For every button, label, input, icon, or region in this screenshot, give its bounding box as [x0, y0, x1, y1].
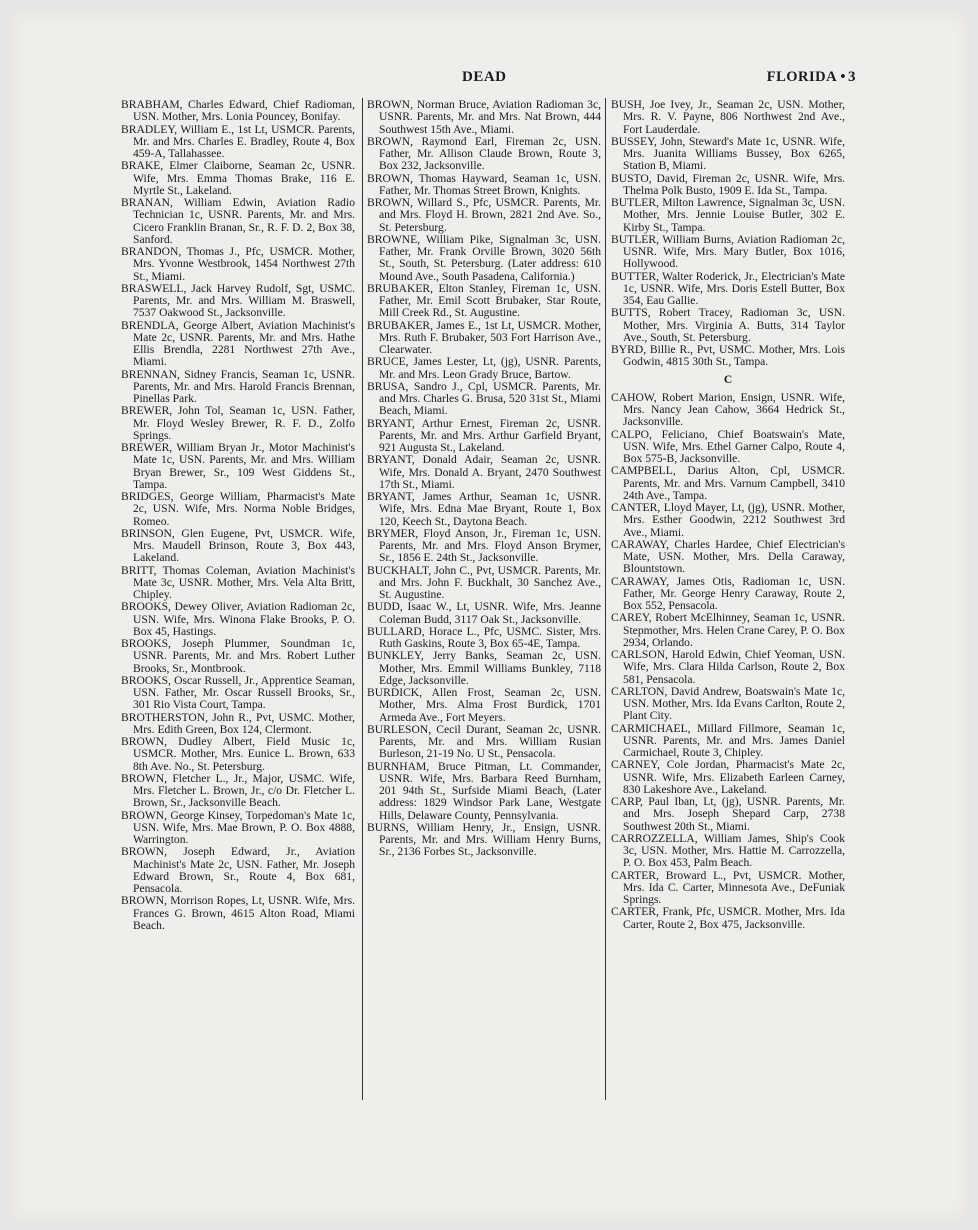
list-item: BRYMER, Floyd Anson, Jr., Fireman 1c, USN. Parents, Mr. and Mrs. Floyd Anson Brymer, Sr., 1856 E. 24th St., Jacksonville. — [367, 526, 601, 565]
list-item: CAREY, Robert McElhinney, Seaman 1c, USNR. Stepmother, Mrs. Helen Crane Carey, P. O. Box 2934, Orlando. — [611, 611, 845, 649]
column-3 — [611, 99, 845, 931]
list-item: BROWN, Dudley Albert, Field Music 1c, USMCR. Mother, Mrs. Eunice L. Brown, 633 8th Ave. No., St. Petersburg. — [121, 735, 355, 773]
list-item: BROWN, Thomas Hayward, Seaman 1c, USN. Father, Mr. Thomas Street Brown, Knights. — [367, 171, 601, 197]
list-item: BURNS, William Henry, Jr., Ensign, USNR. Parents, Mr. and Mrs. William Henry Burns, Sr., 2136 Forbes St., Jacksonville. — [367, 820, 601, 859]
section-letter: C — [723, 372, 733, 386]
list-item: BROTHERSTON, John R., Pvt, USMC. Mother, Mrs. Edith Green, Box 124, Clermont. — [121, 710, 355, 736]
list-item: BREWER, John Tol, Seaman 1c, USN. Father, Mr. Floyd Wesley Brewer, R. F. D., Zolfo Springs. — [121, 404, 355, 442]
list-item: BRYANT, Arthur Ernest, Fireman 2c, USNR. Parents, Mr. and Mrs. Arthur Garfield Bryant, 921 Augusta St., Lakeland. — [367, 416, 601, 454]
list-item: BROWN, Norman Bruce, Aviation Radioman 3c, USNR. Parents, Mr. and Mrs. Nat Brown, 444 Southwest 15th Ave., Miami. — [367, 98, 601, 136]
list-item: BYRD, Billie R., Pvt, USMC. Mother, Mrs. Lois Godwin, 4815 30th St., Tampa. — [611, 343, 845, 369]
column-2 — [367, 99, 601, 859]
page-header — [0, 69, 978, 91]
list-item: CALPO, Feliciano, Chief Boatswain's Mate, USN. Wife, Mrs. Ethel Garner Calpo, Route 4, Box 575-B, Jacksonville. — [611, 427, 845, 465]
list-item: BUDD, Isaac W., Lt, USNR. Wife, Mrs. Jeanne Coleman Budd, 3117 Oak St., Jacksonville. — [367, 600, 601, 626]
list-item: BUSSEY, John, Steward's Mate 1c, USNR. Wife, Mrs. Juanita Williams Bussey, Box 6265, Station B, Miami. — [611, 134, 845, 173]
list-item: BRITT, Thomas Coleman, Aviation Machinist's Mate 3c, USNR. Mother, Mrs. Vela Alta Britt, Chipley. — [121, 563, 355, 601]
list-item: CAMPBELL, Darius Alton, Cpl, USMCR. Parents, Mr. and Mrs. Varnum Campbell, 3410 24th Ave., Tampa. — [611, 464, 845, 502]
list-item: BRAKE, Elmer Claiborne, Seaman 2c, USNR. Wife, Mrs. Emma Thomas Brake, 116 E. Myrtle St., Lakeland. — [121, 159, 355, 197]
list-item: BULLARD, Horace L., Pfc, USMC. Sister, Mrs. Ruth Gaskins, Route 3, Box 65-4E, Tampa. — [367, 624, 601, 650]
list-item: CANTER, Lloyd Mayer, Lt, (jg), USNR. Mother, Mrs. Esther Goodwin, 2212 Southwest 3rd Ave., Miami. — [611, 501, 845, 539]
list-item: BRASWELL, Jack Harvey Rudolf, Sgt, USMC. Parents, Mr. and Mrs. William M. Braswell, 7537 Oakwood St., Jacksonville. — [121, 281, 355, 320]
column-1 — [121, 99, 355, 932]
list-item: BUTLER, Milton Lawrence, Signalman 3c, USN. Mother, Mrs. Jennie Louise Butler, 302 E. Kirby St., Tampa. — [611, 196, 845, 234]
list-item: BROWN, George Kinsey, Torpedoman's Mate 1c, USN. Wife, Mrs. Mae Brown, P. O. Box 4888, Warrington. — [121, 808, 355, 846]
list-item: BROOKS, Oscar Russell, Jr., Apprentice Seaman, USN. Father, Mr. Oscar Russell Brooks, Sr., 301 Rio Vista Court, Tampa. — [121, 673, 355, 712]
list-item: BUSH, Joe Ivey, Jr., Seaman 2c, USN. Mother, Mrs. R. V. Payne, 806 Northwest 2nd Ave., Fort Lauderdale. — [611, 98, 845, 136]
list-item: BRANAN, William Edwin, Aviation Radio Technician 1c, USNR. Parents, Mr. and Mrs. Cicero Franklin Branan, Sr., R. F. D. 2, Box 38, Sanford. — [121, 196, 355, 246]
list-item: BRYANT, James Arthur, Seaman 1c, USNR. Wife, Mrs. Edna Mae Bryant, Route 1, Box 120, Keech St., Daytona Beach. — [367, 490, 601, 528]
list-item: CARTER, Broward L., Pvt, USMCR. Mother, Mrs. Ida C. Carter, Minnesota Ave., DeFuniak Springs. — [611, 868, 845, 906]
list-item: CARTER, Frank, Pfc, USMCR. Mother, Mrs. Ida Carter, Route 2, Box 475, Jacksonville. — [611, 905, 845, 931]
list-item: CARP, Paul Iban, Lt, (jg), USNR. Parents, Mr. and Mrs. Joseph Shepard Carp, 2738 Southwest 20th St., Miami. — [611, 795, 845, 833]
list-item: BROOKS, Dewey Oliver, Aviation Radioman 2c, USN. Wife, Mrs. Winona Flake Brooks, P. O. Box 45, Hastings. — [121, 600, 355, 638]
list-item: BREWER, William Bryan Jr., Motor Machinist's Mate 1c, USN. Parents, Mr. and Mrs. William Bryan Brewer, Sr., 109 West Giddens St., Tampa. — [121, 441, 355, 491]
list-item: BROWN, Raymond Earl, Fireman 2c, USN. Father, Mr. Allison Claude Brown, Route 3, Box 232, Jacksonville. — [367, 134, 601, 173]
list-item: BROWN, Willard S., Pfc, USMCR. Parents, Mr. and Mrs. Floyd H. Brown, 2821 2nd Ave. So., St. Petersburg. — [367, 196, 601, 234]
list-item: BURLESON, Cecil Durant, Seaman 2c, USNR. Parents, Mr. and Mrs. William Rusian Burleson, 21-19 No. U St., Pensacola. — [367, 722, 601, 761]
list-item: BROOKS, Joseph Plummer, Soundman 1c, USNR. Parents, Mr. and Mrs. Robert Luther Brooks, Sr., Montbrook. — [121, 637, 355, 675]
list-item: BRUSA, Sandro J., Cpl, USMCR. Parents, Mr. and Mrs. Charles G. Brusa, 520 31st St., Miami Beach, Miami. — [367, 379, 601, 418]
list-item: BRUBAKER, Elton Stanley, Fireman 1c, USN. Father, Mr. Emil Scott Brubaker, Star Route, Mill Creek Rd., St. Augustine. — [367, 281, 601, 320]
list-item: BRANDON, Thomas J., Pfc, USMCR. Mother, Mrs. Yvonne Westbrook, 1454 Northwest 27th St., Miami. — [121, 245, 355, 283]
list-item: CARNEY, Cole Jordan, Pharmacist's Mate 2c, USNR. Wife, Mrs. Elizabeth Earleen Carney, 830 Lakeshore Ave., Lakeland. — [611, 758, 845, 796]
list-item: BROWN, Joseph Edward, Jr., Aviation Machinist's Mate 2c, USN. Father, Mr. Joseph Edward Brown, Sr., Route 4, Box 681, Pensacola. — [121, 845, 355, 895]
list-item: BUNKLEY, Jerry Banks, Seaman 2c, USN. Mother, Mrs. Emmil Williams Bunkley, 7118 Edge, Jacksonville. — [367, 649, 601, 687]
list-item: CARAWAY, James Otis, Radioman 1c, USN. Father, Mr. George Henry Caraway, Route 2, Box 552, Pensacola. — [611, 574, 845, 612]
list-item: CARLTON, David Andrew, Boatswain's Mate 1c, USN. Mother, Mrs. Ida Evans Carlton, Route 2, Plant City. — [611, 684, 845, 723]
state-label: FLORIDA • — [766, 69, 846, 85]
list-item: CARLSON, Harold Edwin, Chief Yeoman, USN. Wife, Mrs. Clara Hilda Carlson, Route 2, Box 581, Pensacola. — [611, 648, 845, 686]
list-item: CARROZZELLA, William James, Ship's Cook 3c, USN. Mother, Mrs. Hattie M. Carrozzella, P. O. Box 453, Palm Beach. — [611, 831, 845, 870]
list-item: BRADLEY, William E., 1st Lt, USMCR. Parents, Mr. and Mrs. Charles E. Bradley, Route 4, Box 459-A, Tallahassee. — [121, 122, 355, 160]
list-item: BUTLER, William Burns, Aviation Radioman 2c, USNR. Wife, Mrs. Mary Butler, Box 1016, Hollywood. — [611, 232, 845, 271]
list-item: BROWN, Fletcher L., Jr., Major, USMC. Wife, Mrs. Fletcher L. Brown, Jr., c/o Dr. Fletcher L. Brown, Sr., Jacksonville Beach. — [121, 771, 355, 810]
list-item: BUTTS, Robert Tracey, Radioman 3c, USN. Mother, Mrs. Virginia A. Butts, 314 Taylor Ave., South, St. Petersburg. — [611, 306, 845, 344]
list-item: BURDICK, Allen Frost, Seaman 2c, USN. Mother, Mrs. Alma Frost Burdick, 1701 Armeda Ave., Fort Meyers. — [367, 686, 601, 724]
list-item: BUTTER, Walter Roderick, Jr., Electrician's Mate 1c, USNR. Wife, Mrs. Doris Estell Butter, Box 354, Eau Gallie. — [611, 269, 845, 307]
list-item: BROWNE, William Pike, Signalman 3c, USN. Father, Mr. Frank Orville Brown, 3020 56th St., South, St. Petersburg. (Later address: 610 Mound Ave., South Pasadena, California.) — [367, 232, 601, 283]
list-item: BRUCE, James Lester, Lt, (jg), USNR. Parents, Mr. and Mrs. Leon Grady Bruce, Bartow. — [367, 355, 601, 381]
list-item: BURNHAM, Bruce Pitman, Lt. Commander, USNR. Wife, Mrs. Barbara Reed Burnham, 201 94th St., Surfside Miami Beach, (Later address: 1829 Windsor Park Lane, Westgate Hills, Delaware County, Pennsylvania. — [367, 759, 601, 822]
list-item: BRENDLA, George Albert, Aviation Machinist's Mate 2c, USNR. Parents, Mr. and Mrs. Hathe Ellis Brendla, 2281 Northwest 27th Ave., Miami. — [121, 318, 355, 369]
list-item: BRENNAN, Sidney Francis, Seaman 1c, USNR. Parents, Mr. and Mrs. Harold Francis Brennan, Pinellas Park. — [121, 367, 355, 405]
list-item: BRIDGES, George William, Pharmacist's Mate 2c, USN. Wife, Mrs. Norma Noble Bridges, Romeo. — [121, 490, 355, 528]
list-item: CARMICHAEL, Millard Fillmore, Seaman 1c, USNR. Parents, Mr. and Mrs. James Daniel Carmichael, Route 3, Chipley. — [611, 721, 845, 759]
columns-container — [121, 99, 849, 1099]
list-item: BRABHAM, Charles Edward, Chief Radioman, USN. Mother, Mrs. Lonia Pouncey, Bonifay. — [121, 98, 355, 124]
page-number: 3 — [848, 69, 856, 85]
list-item: BROWN, Morrison Ropes, Lt, USNR. Wife, Mrs. Frances G. Brown, 4615 Alton Road, Miami Beach. — [121, 894, 355, 932]
list-item: BRUBAKER, James E., 1st Lt, USMCR. Mother, Mrs. Ruth F. Brubaker, 503 Fort Harrison Ave., Clearwater. — [367, 318, 601, 356]
page-title: DEAD — [462, 69, 507, 85]
list-item: BRINSON, Glen Eugene, Pvt, USMCR. Wife, Mrs. Maudell Brinson, Route 3, Box 443, Lakeland. — [121, 526, 355, 565]
list-item: BUCKHALT, John C., Pvt, USMCR. Parents, Mr. and Mrs. John F. Buckhalt, 30 Sanchez Ave., St. Augustine. — [367, 563, 601, 601]
list-item: BUSTO, David, Fireman 2c, USNR. Wife, Mrs. Thelma Polk Busto, 1909 E. Ida St., Tampa. — [611, 171, 845, 197]
list-item: BRYANT, Donald Adair, Seaman 2c, USNR. Wife, Mrs. Donald A. Bryant, 2470 Southwest 17th St., Miami. — [367, 453, 601, 491]
list-item: CARAWAY, Charles Hardee, Chief Electrician's Mate, USN. Mother, Mrs. Della Caraway, Blountstown. — [611, 537, 845, 576]
list-item: CAHOW, Robert Marion, Ensign, USNR. Wife, Mrs. Nancy Jean Cahow, 3664 Hedrick St., Jacksonville. — [611, 390, 845, 429]
